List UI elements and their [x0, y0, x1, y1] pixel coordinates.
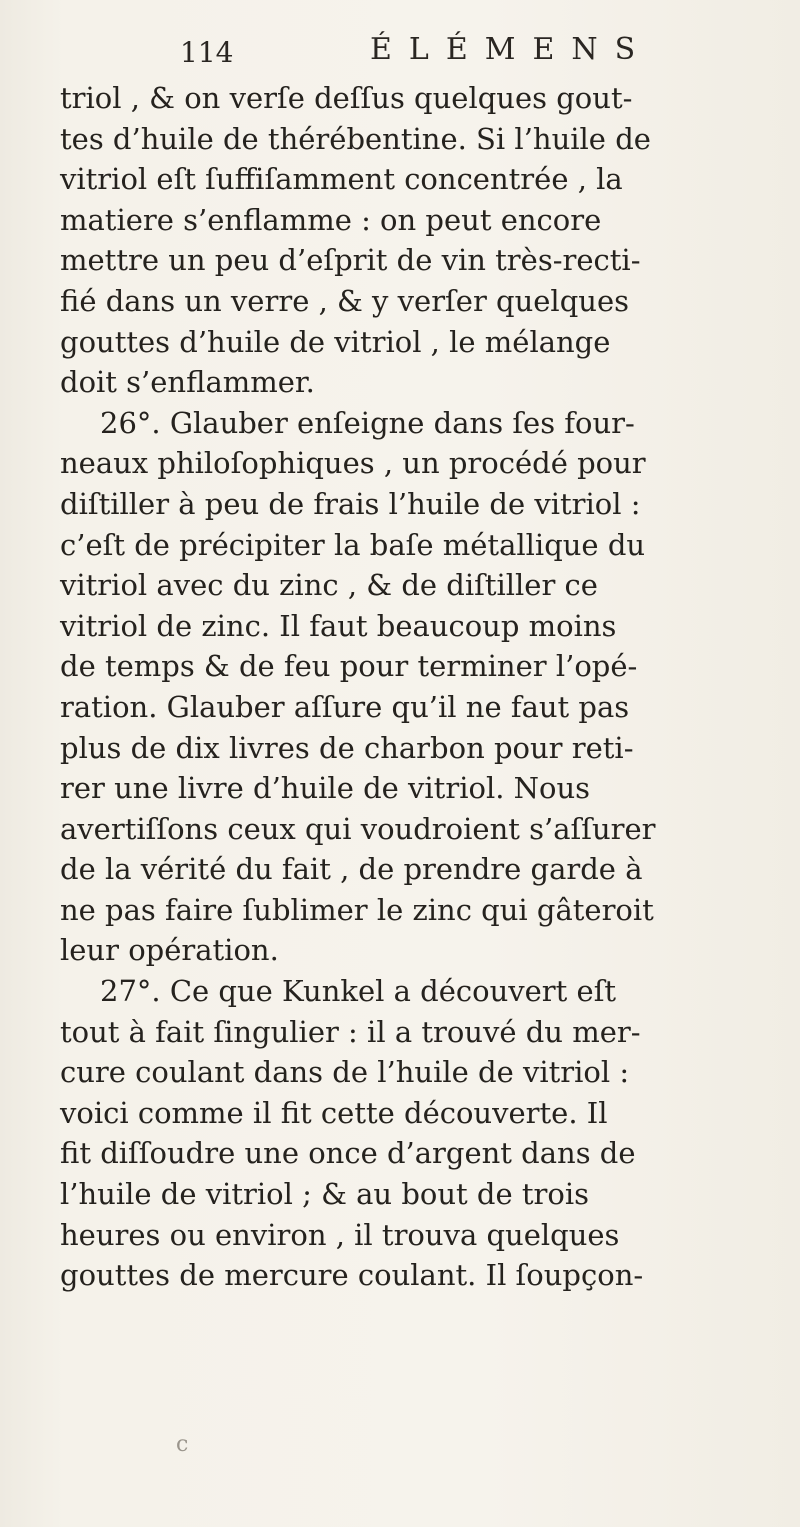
text-line: de temps & de feu pour terminer l’opé- [60, 649, 638, 684]
text-line: heures ou environ , il trouva quelques [60, 1217, 620, 1252]
margin-mark: c [176, 1432, 189, 1457]
text-line: cure coulant dans de l’huile de vitriol : [60, 1055, 630, 1090]
text-line: doit s’enflammer. [60, 365, 315, 400]
text-line: gouttes d’huile de vitriol , le mélange [60, 324, 611, 359]
text-line: vitriol de zinc. Il faut beaucoup moins [60, 608, 617, 643]
text-line: neaux philoſophiques , un procédé pour [60, 446, 646, 481]
text-line: mettre un peu d’eſprit de vin très-recti- [60, 243, 641, 278]
text-line: fit diſſoudre une once d’argent dans de [60, 1136, 636, 1171]
text-line: ne pas faire ſublimer le zinc qui gâteroit [60, 892, 654, 927]
text-line: gouttes de mercure coulant. Il ſoupçon- [60, 1258, 644, 1293]
text-line: avertiſſons ceux qui voudroient s’aſſurer [60, 811, 656, 846]
text-line: matiere s’enflamme : on peut encore [60, 202, 602, 237]
text-line: leur opération. [60, 933, 279, 968]
body-text [60, 78, 800, 1296]
text-line: rer une livre d’huile de vitriol. Nous [60, 771, 591, 806]
text-line: c’eſt de précipiter la baſe métallique du [60, 527, 646, 562]
text-line: tes d’huile de thérébentine. Si l’huile de [60, 121, 651, 156]
text-line: plus de dix livres de charbon pour reti- [60, 730, 634, 765]
text-line: diſtiller à peu de frais l’huile de vitriol : [60, 486, 641, 521]
text-line: voici comme il fit cette découverte. Il [60, 1095, 608, 1130]
paragraph-27-start: 27°. Ce que Kunkel a découvert eſt [100, 974, 617, 1009]
text-line: de la vérité du fait , de prendre garde à [60, 852, 643, 887]
text-line: triol , & on verſe deſſus quelques gout- [60, 81, 633, 115]
running-title: ÉLÉMENS [370, 32, 653, 67]
paragraph-26-start: 26°. Glauber enſeigne dans ſes four- [100, 405, 635, 440]
text-line: fié dans un verre , & y verſer quelques [60, 283, 629, 318]
text-line: vitriol avec du zinc , & de diſtiller ce [60, 568, 598, 603]
text-line: ration. Glauber aſſure qu’il ne faut pas [60, 689, 630, 724]
page-number: 114 [180, 36, 234, 69]
text-line: vitriol eſt ſuffiſamment concentrée , la [60, 162, 623, 197]
text-line: tout à fait ſingulier : il a trouvé du mer- [60, 1014, 641, 1049]
text-line: l’huile de vitriol ; & au bout de trois [60, 1177, 589, 1212]
